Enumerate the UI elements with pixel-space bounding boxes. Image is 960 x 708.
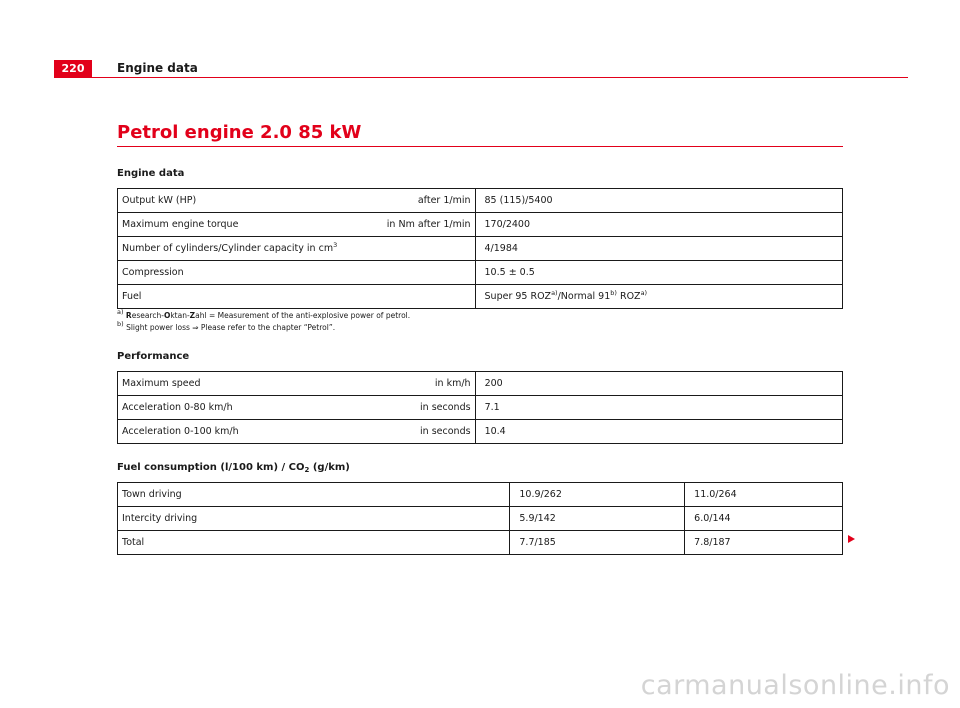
row-value: 170/2400: [475, 213, 842, 237]
fuel-value-part: ROZ: [616, 291, 641, 302]
superscript: 3: [333, 241, 338, 249]
footnote-text: ktan-: [170, 311, 190, 320]
row-label: Fuel: [122, 291, 142, 302]
row-unit: after 1/min: [417, 195, 471, 206]
row-unit: in km/h: [434, 378, 471, 389]
row-value-manual: 7.7/185: [510, 531, 685, 555]
table-row: [118, 483, 843, 507]
table-row: [118, 396, 843, 420]
performance-heading: Performance: [117, 351, 190, 362]
row-label-cell: [118, 396, 476, 420]
row-value-manual: 10.9/262: [510, 483, 685, 507]
row-label: Output kW (HP): [122, 195, 197, 206]
continue-arrow-icon: [848, 535, 855, 543]
row-label-cell: [118, 261, 476, 285]
table-row: [118, 213, 843, 237]
footnote-bold-letter: O: [163, 311, 171, 320]
consumption-table: [117, 482, 843, 555]
row-value-alt: 11.0/264: [685, 483, 843, 507]
table-row: [118, 237, 843, 261]
table-row: [118, 189, 843, 213]
row-value-alt: 6.0/144: [685, 507, 843, 531]
row-value: 10.5 ± 0.5: [475, 261, 842, 285]
table-row: [118, 507, 843, 531]
performance-table: [117, 371, 843, 444]
footnote-text: ahl = Measurement of the anti-explosive power of petrol.: [195, 311, 411, 320]
footnote-bold-letter: R: [125, 311, 132, 320]
row-label-cell: [118, 285, 476, 309]
footnote-ref: b): [610, 289, 617, 297]
footnote-a: [117, 310, 410, 321]
footnote-text: esearch-: [131, 311, 164, 320]
section-title-rule: [117, 146, 843, 147]
row-value-manual: 5.9/142: [510, 507, 685, 531]
engine-data-heading: Engine data: [117, 168, 185, 179]
row-value: 85 (115)/5400: [475, 189, 842, 213]
row-label: Acceleration 0-100 km/h: [122, 426, 239, 437]
table-row: [118, 420, 843, 444]
row-label-cell: [118, 372, 476, 396]
footnote-text: Slight power loss ⇒ Please refer to the chapter “Petrol”.: [126, 323, 336, 332]
table-row: [118, 531, 843, 555]
row-label: Town driving: [118, 483, 510, 507]
fuel-value-part: /Normal 91: [557, 291, 611, 302]
row-label-cell: [118, 189, 476, 213]
section-title: Petrol engine 2.0 85 kW: [117, 122, 362, 143]
row-label: Maximum engine torque: [122, 219, 239, 230]
footnote-ref: a): [551, 289, 558, 297]
row-unit: in seconds: [420, 402, 471, 413]
row-label: Maximum speed: [122, 378, 201, 389]
footnote-b: [117, 322, 335, 333]
running-header-title: Engine data: [117, 61, 198, 75]
row-label-cell: [118, 213, 476, 237]
row-unit: in Nm after 1/min: [386, 219, 471, 230]
footnote-bold-letter: Z: [189, 311, 196, 320]
row-label: Intercity driving: [118, 507, 510, 531]
row-label: Total: [118, 531, 510, 555]
heading-text: Fuel consumption (l/100 km) / CO: [117, 462, 305, 473]
heading-text: (g/km): [309, 462, 350, 473]
footnote-mark: a): [117, 308, 124, 316]
row-label: Acceleration 0-80 km/h: [122, 402, 233, 413]
header-rule: [54, 77, 908, 78]
row-value: 10.4: [475, 420, 842, 444]
fuel-value-part: Super 95 ROZ: [484, 291, 552, 302]
row-value: [475, 285, 842, 309]
row-unit: in seconds: [420, 426, 471, 437]
row-value: 200: [475, 372, 842, 396]
row-label: Number of cylinders/Cylinder capacity in cm: [122, 243, 334, 254]
watermark: carmanualsonline.info: [640, 670, 950, 701]
row-value: 7.1: [475, 396, 842, 420]
footnote-mark: b): [117, 320, 124, 328]
engine-data-table: [117, 188, 843, 309]
consumption-heading: [117, 461, 350, 475]
row-label: Compression: [122, 267, 184, 278]
row-label-cell: [118, 237, 476, 261]
footnote-ref: a): [640, 289, 648, 297]
subscript: 2: [304, 466, 310, 474]
row-value: 4/1984: [475, 237, 842, 261]
table-row: [118, 372, 843, 396]
table-row: [118, 261, 843, 285]
row-label-cell: [118, 420, 476, 444]
table-row: [118, 285, 843, 309]
row-value-alt: 7.8/187: [685, 531, 843, 555]
page-number: 220: [54, 60, 92, 77]
